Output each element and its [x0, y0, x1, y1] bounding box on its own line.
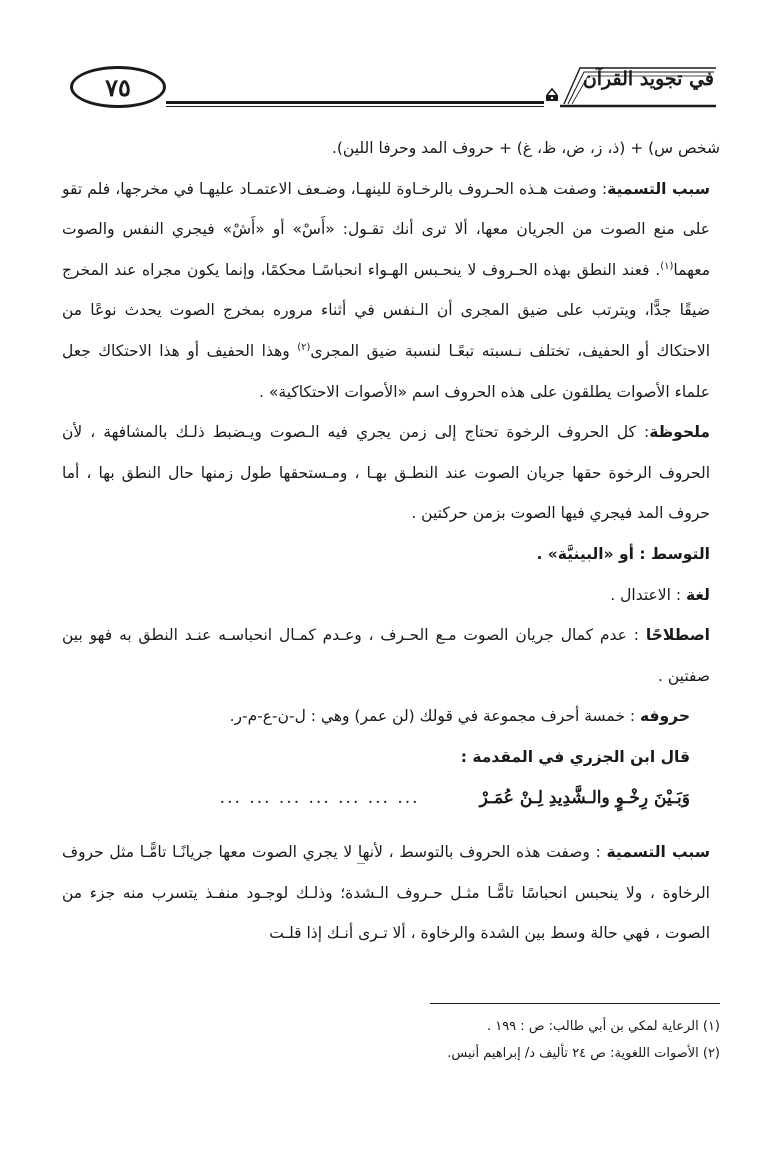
header-rule-thin [166, 106, 544, 107]
definition-technical [62, 615, 720, 696]
paragraph-text: : وصفت هـذه الحـروف بالرخـاوة للينهـا، وضـعف الاعتمـاد عليهـا في مخرجها، فلم تقو على منع الصوت من الجريان معها، ألا ترى أنك تقـول: «أَسْ» أو «أَشْ» فيجري النفس والصوت معهما [62, 179, 710, 279]
term-label: حروفه [640, 707, 690, 726]
paragraph-naming-reason-2 [62, 832, 720, 954]
poem-verse [62, 778, 720, 819]
main-text [62, 128, 720, 954]
term-label: ملحوظة [649, 423, 710, 442]
term-label: لغة [686, 585, 710, 604]
footnote-ref[interactable]: (٢) [297, 341, 311, 353]
letters-text: : خمسة أحرف مجموعة في قولك (لن عمر) وهي : ل-ن-ع-م-ر. [229, 707, 640, 726]
paragraph-text: : كل الحروف الرخوة تحتاج إلى زمن يجري فيه الـصوت ويـضبط ذلـك بالمشافهة ، لأن الحروف الرخوة حقها جريان الصوت عند النطـق بهـا ، ومـستحقها طول زمنها حال النطق بها ، أما حروف المد فيجري فيها الصوت بزمن حركتين . [62, 423, 710, 523]
footnote-separator [430, 1003, 720, 1004]
running-header [70, 60, 720, 114]
paragraph-naming-reason [62, 169, 720, 413]
term-label: اصطلاحًا [645, 626, 710, 645]
section-heading: التوسط : أو «البينيَّة» . [536, 544, 710, 563]
verse-heading: قال ابن الجزري في المقدمة : [460, 747, 690, 766]
spacer [62, 818, 720, 832]
footnotes [62, 1013, 720, 1067]
footnote: (١) الرعاية لمكي بن أبي طالب: ص : ١٩٩ . [486, 1019, 720, 1034]
page-number: ٧٥ [70, 66, 166, 108]
term-label: سبب التسمية [606, 843, 710, 862]
text-line: شخص س) + (ذ، ز، ض، ظ، غ) + حروف المد وحرفا اللين). [331, 139, 720, 157]
book-title-emblem [560, 60, 720, 110]
paragraph-text: وهذا الحفيف أو هذا الاحتكاك جعل علماء الأصوات يطلقون على هذه الحروف اسم «الأصوات الاحتكاكية» . [62, 341, 710, 401]
paragraph-note [62, 412, 720, 534]
definition-text: : الاعتدال . [610, 585, 687, 604]
term-label: سبب التسمية [607, 179, 710, 198]
definition-linguistic [62, 575, 720, 616]
footnote-ref[interactable]: (١) [660, 260, 674, 272]
verse-hemistich-2: ... ... ... ... ... ... ... [219, 787, 420, 808]
definition-text: : عدم كمال جريان الصوت مـع الحـرف ، وعـدم كمـال انحباسـه عنـد النطق به فهو بين صفتين . [62, 626, 710, 685]
book-stand-icon [544, 86, 560, 102]
stray-mark [357, 863, 365, 864]
verse-hemistich-1: وَبَـيْنَ رِخْـوٍ والـشَّدِيدِ لِـنْ عُمَـرْ [479, 787, 690, 808]
paragraph-text: . فعند النطق بهذه الحـروف لا ينحـبس الهـواء انحباسًـا محكمًا، وإنما يكون مجراه عند المخرج ضيقًا جدًّا، ويترتب على ضيق المجرى أن الـنفس في أثناء مروره بمخرج الصوت يحدث نوعًا من الاحتكاك أو الحفيف، تختلف نـسبته تبعًـا لنسبة ضيق المجرى [62, 260, 710, 360]
footnote: (٢) الأصوات اللغوية: ص ٢٤ تأليف د/ إبراهيم أنيس. [447, 1046, 720, 1061]
letters-line [62, 696, 720, 737]
paragraph-text: : وصفت هذه الحروف بالتوسط ، لأنها لا يجري الصوت معها جريانًـا تامًّـا مثل حروف الرخاوة ، ولا ينحبس انحباسًا تامًّـا مثـل حـروف الـشدة؛ وذلـك لوجـود منفـذ يتسرب منه جزء من الصوت ، فهي حالة وسط بين الشدة والرخاوة ، ألا تـرى أنـك إذا قلـت [62, 843, 710, 943]
header-rule [166, 101, 544, 104]
book-title: في تجويد القرآن [582, 68, 714, 90]
